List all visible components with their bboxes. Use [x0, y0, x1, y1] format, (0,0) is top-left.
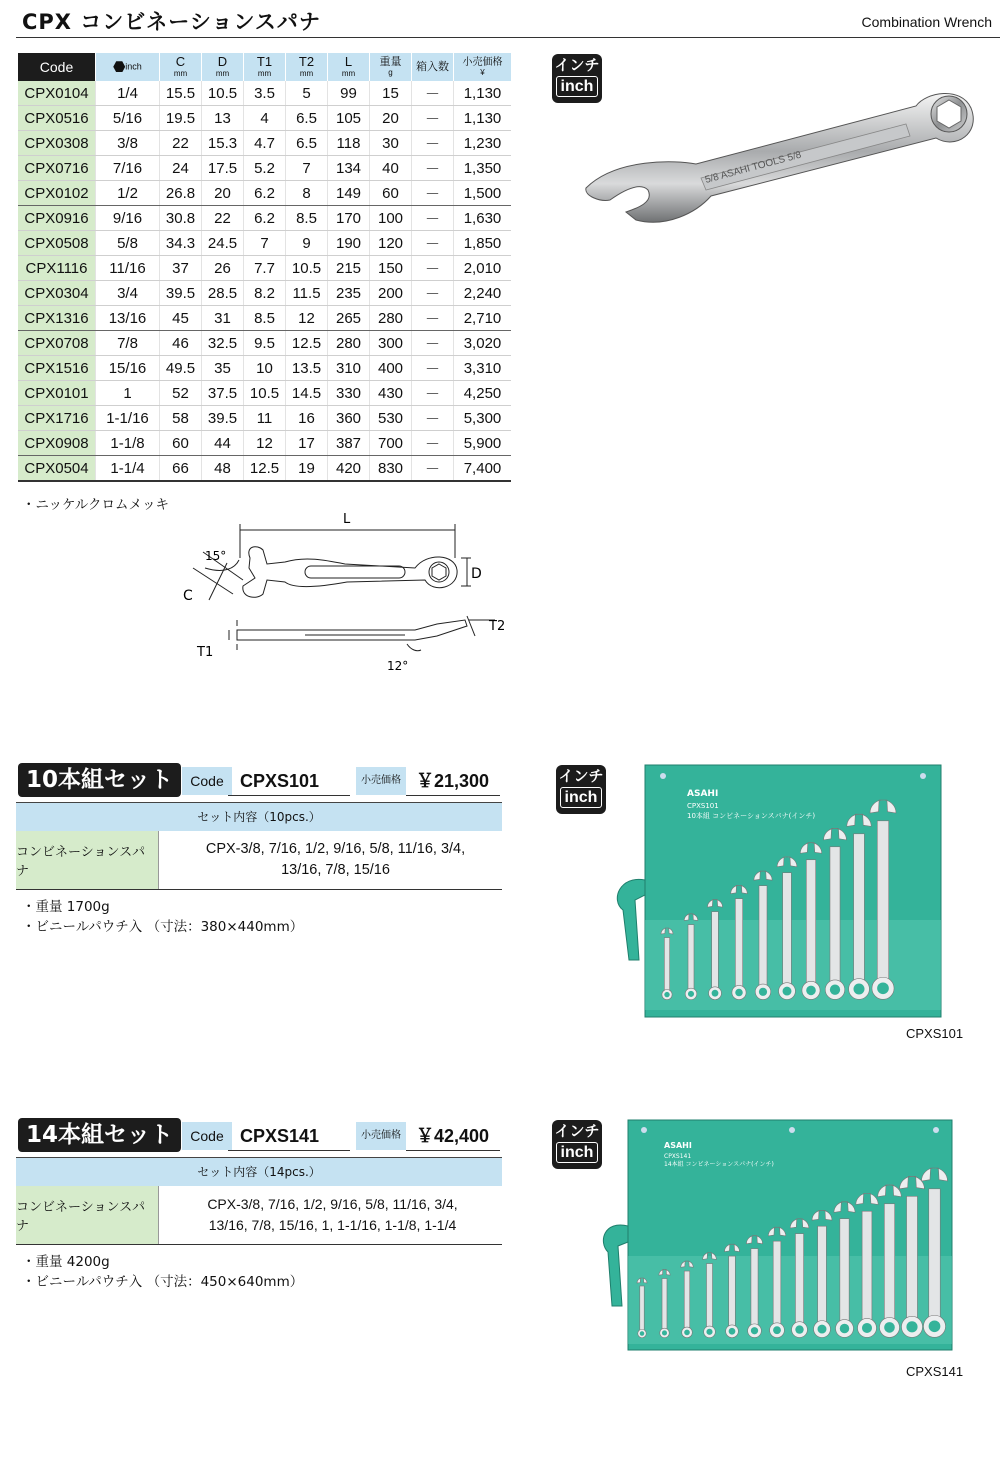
set10-items: CPX-3/8, 7/16, 1/2, 9/16, 5/8, 11/16, 3/4, 13/16, 7/8, 15/16 [205, 841, 466, 878]
table-cell: 2,710 [454, 306, 512, 331]
table-cell: 8.5 [244, 306, 286, 331]
table-cell: 1,130 [454, 81, 512, 106]
table-row [18, 356, 511, 381]
table-cell-code: CPX1716 [18, 406, 96, 431]
set10-weight: ・重量 1700g [22, 899, 110, 915]
set14-contents [16, 1157, 502, 1245]
table-row [18, 381, 511, 406]
table-cell: 280 [370, 306, 412, 331]
table-cell: 15.3 [202, 131, 244, 156]
table-cell: 11 [244, 406, 286, 431]
spec-table [18, 53, 511, 482]
table-cell: 6.2 [244, 181, 286, 206]
table-cell: 100 [370, 206, 412, 231]
table-cell: － [412, 281, 454, 306]
table-cell: 39.5 [202, 406, 244, 431]
table-cell: 15.5 [160, 81, 202, 106]
table-cell: 28.5 [202, 281, 244, 306]
table-cell: 22 [202, 206, 244, 231]
table-cell: 12.5 [286, 331, 328, 356]
inch-badge-set10: インチ inch [556, 765, 606, 814]
table-cell-code: CPX1516 [18, 356, 96, 381]
col-box-qty: 箱入数 [412, 53, 454, 81]
col-d: D mm [202, 53, 244, 81]
table-cell: 9/16 [96, 206, 160, 231]
set14-pouch-code: CPXS141 [664, 1153, 692, 1160]
set14-price: ￥42,400 [406, 1122, 500, 1151]
table-cell: 134 [328, 156, 370, 181]
table-cell: 34.3 [160, 231, 202, 256]
table-cell-code: CPX0716 [18, 156, 96, 181]
table-cell: 44 [202, 431, 244, 456]
table-cell: 12.5 [244, 456, 286, 482]
table-cell: 46 [160, 331, 202, 356]
table-cell: － [412, 406, 454, 431]
table-row [18, 456, 511, 482]
set14-pouch: ・ビニールパウチ入 （寸法：450×640mm） [22, 1274, 304, 1290]
set10-pouch-code: CPXS101 [687, 802, 719, 810]
table-cell: 9 [286, 231, 328, 256]
table-row [18, 331, 511, 356]
table-row [18, 231, 511, 256]
table-cell: － [412, 306, 454, 331]
table-row [18, 306, 511, 331]
dim-l-label: L [343, 512, 351, 527]
table-cell: 4.7 [244, 131, 286, 156]
table-cell: 1-1/16 [96, 406, 160, 431]
table-cell: － [412, 156, 454, 181]
table-cell: 11/16 [96, 256, 160, 281]
table-cell: 7 [286, 156, 328, 181]
table-cell: 32.5 [202, 331, 244, 356]
table-cell: 280 [328, 331, 370, 356]
table-cell: 14.5 [286, 381, 328, 406]
table-cell-code: CPX0504 [18, 456, 96, 482]
table-cell: 1/2 [96, 181, 160, 206]
table-cell: 48 [202, 456, 244, 482]
table-cell-code: CPX0708 [18, 331, 96, 356]
col-price: 小売価格 ¥ [454, 53, 512, 81]
table-cell: 1,630 [454, 206, 512, 231]
table-row [18, 156, 511, 181]
table-cell-code: CPX0908 [18, 431, 96, 456]
header-divider [16, 37, 1000, 38]
set10-pouch-brand: ASAHI [687, 789, 719, 799]
table-cell: 12 [244, 431, 286, 456]
wrench-engraving: 5/8 ASAHI TOOLS 5/8 [703, 149, 803, 186]
inch-badge: インチ inch [552, 54, 602, 103]
dim-c-label: C [183, 588, 193, 604]
table-cell: 10 [244, 356, 286, 381]
table-cell: 8.2 [244, 281, 286, 306]
set10-photo [605, 760, 945, 1022]
table-cell: 12 [286, 306, 328, 331]
set14-notes [22, 1252, 303, 1292]
page-title: CPX コンビネーションスパナ [22, 10, 321, 34]
set10-pouch-desc: 10本組 コンビネーションスパナ(インチ) [687, 812, 816, 820]
set14-pouch-brand: ASAHI [664, 1141, 692, 1150]
table-cell: 17 [286, 431, 328, 456]
set10-contents-row [16, 831, 502, 890]
set10-code: CPXS101 [228, 767, 350, 796]
table-cell: 150 [370, 256, 412, 281]
table-cell: 6.2 [244, 206, 286, 231]
table-cell: 19.5 [160, 106, 202, 131]
dimension-diagram [175, 508, 515, 678]
table-cell: 58 [160, 406, 202, 431]
table-cell: 31 [202, 306, 244, 331]
dim-angle-offset-label: 12° [387, 659, 409, 673]
table-cell: 10.5 [286, 256, 328, 281]
table-cell: 1-1/8 [96, 431, 160, 456]
table-cell: 3/4 [96, 281, 160, 306]
table-cell: 26.8 [160, 181, 202, 206]
table-cell: 37.5 [202, 381, 244, 406]
set14-weight: ・重量 4200g [22, 1254, 110, 1270]
table-cell: 105 [328, 106, 370, 131]
table-cell: 5/16 [96, 106, 160, 131]
table-cell: 330 [328, 381, 370, 406]
table-cell: 26 [202, 256, 244, 281]
set10-item-label: コンビネーションスパナ [16, 831, 159, 889]
table-cell: 7/8 [96, 331, 160, 356]
table-cell: 66 [160, 456, 202, 482]
table-cell-code: CPX1116 [18, 256, 96, 281]
set10-pouch: ・ビニールパウチ入 （寸法：380×440mm） [22, 919, 304, 935]
table-row [18, 431, 511, 456]
table-cell: 39.5 [160, 281, 202, 306]
set10-notes [22, 897, 303, 937]
table-cell: 190 [328, 231, 370, 256]
table-cell: 387 [328, 431, 370, 456]
table-cell: 20 [202, 181, 244, 206]
table-cell: 15 [370, 81, 412, 106]
set14-caption: CPXS141 [906, 1364, 964, 1379]
set14-pouch-desc: 14本組 コンビネーションスパナ(インチ) [664, 1161, 774, 1168]
table-cell: 215 [328, 256, 370, 281]
table-cell: 5/8 [96, 231, 160, 256]
col-weight: 重量 g [370, 53, 412, 81]
set14-photo [596, 1116, 956, 1356]
page-subtitle-en: Combination Wrench [861, 14, 992, 30]
table-cell: 400 [370, 356, 412, 381]
table-cell: 149 [328, 181, 370, 206]
table-cell: 30.8 [160, 206, 202, 231]
table-cell: － [412, 81, 454, 106]
set14-code-label: Code [182, 1122, 232, 1150]
table-cell: － [412, 331, 454, 356]
table-cell: 60 [370, 181, 412, 206]
table-cell: 3,020 [454, 331, 512, 356]
table-row [18, 281, 511, 306]
table-cell: 530 [370, 406, 412, 431]
set10-caption: CPXS101 [906, 1026, 964, 1041]
table-cell: 13.5 [286, 356, 328, 381]
table-cell: － [412, 231, 454, 256]
table-cell: 7,400 [454, 456, 512, 482]
table-cell: 15/16 [96, 356, 160, 381]
hex-nut-icon [113, 61, 125, 72]
table-cell: 2,010 [454, 256, 512, 281]
set14-item-label: コンビネーションスパナ [16, 1186, 159, 1244]
table-cell: 7.7 [244, 256, 286, 281]
table-cell: 1,350 [454, 156, 512, 181]
table-cell: 99 [328, 81, 370, 106]
table-cell: 360 [328, 406, 370, 431]
table-cell: － [412, 131, 454, 156]
table-cell: 24.5 [202, 231, 244, 256]
table-cell: － [412, 356, 454, 381]
table-cell: 4 [244, 106, 286, 131]
inch-badge-set14: インチ inch [552, 1120, 602, 1169]
table-cell: 7 [244, 231, 286, 256]
table-cell-code: CPX0101 [18, 381, 96, 406]
set10-code-label: Code [182, 767, 232, 795]
set10-contents [16, 802, 502, 890]
table-cell: 5,300 [454, 406, 512, 431]
table-cell: 2,240 [454, 281, 512, 306]
table-cell: 49.5 [160, 356, 202, 381]
spec-table-header [18, 53, 511, 81]
table-cell: 20 [370, 106, 412, 131]
table-cell: 420 [328, 456, 370, 482]
table-row [18, 81, 511, 106]
set10-contents-header: セット内容（10pcs.） [16, 802, 502, 831]
table-cell: 8.5 [286, 206, 328, 231]
table-row [18, 181, 511, 206]
table-cell-code: CPX0304 [18, 281, 96, 306]
table-cell: 235 [328, 281, 370, 306]
set14-contents-header: セット内容（14pcs.） [16, 1157, 502, 1186]
table-cell: 52 [160, 381, 202, 406]
dim-t2-label: T2 [489, 619, 506, 634]
table-cell: 120 [370, 231, 412, 256]
col-c: C mm [160, 53, 202, 81]
table-cell: 830 [370, 456, 412, 482]
table-cell: 4,250 [454, 381, 512, 406]
set14-contents-row [16, 1186, 502, 1245]
set10-price-label: 小売価格 [356, 767, 406, 795]
table-cell: 1,130 [454, 106, 512, 131]
table-cell: 30 [370, 131, 412, 156]
table-cell: 1-1/4 [96, 456, 160, 482]
table-cell: 1,500 [454, 181, 512, 206]
spec-table-body [18, 81, 511, 481]
table-cell: － [412, 381, 454, 406]
table-cell: 5.2 [244, 156, 286, 181]
table-cell: 170 [328, 206, 370, 231]
set14-title: 14本組セット [18, 1118, 181, 1152]
table-cell: 6.5 [286, 106, 328, 131]
table-cell: 265 [328, 306, 370, 331]
col-code: Code [18, 53, 96, 81]
table-cell: － [412, 206, 454, 231]
set14-price-label: 小売価格 [356, 1122, 406, 1150]
set14-items: CPX-3/8, 7/16, 1/2, 9/16, 5/8, 11/16, 3/4, 13/16, 7/8, 15/16, 1, 1-1/16, 1-1/8, 1-1/4 [207, 1196, 458, 1233]
table-cell: 10.5 [202, 81, 244, 106]
table-cell: 37 [160, 256, 202, 281]
wrench-photo [566, 78, 986, 238]
dim-d-label: D [471, 566, 482, 582]
table-cell-code: CPX0508 [18, 231, 96, 256]
table-cell: 35 [202, 356, 244, 381]
table-cell: 200 [370, 281, 412, 306]
table-cell: 9.5 [244, 331, 286, 356]
table-cell: 300 [370, 331, 412, 356]
table-cell: － [412, 106, 454, 131]
table-cell-code: CPX0308 [18, 131, 96, 156]
table-cell: － [412, 456, 454, 482]
table-row [18, 106, 511, 131]
col-t1: T1 mm [244, 53, 286, 81]
table-cell: 17.5 [202, 156, 244, 181]
set14-code: CPXS141 [228, 1122, 350, 1151]
col-l: L mm [328, 53, 370, 81]
table-row [18, 256, 511, 281]
table-cell: 22 [160, 131, 202, 156]
table-cell: 13 [202, 106, 244, 131]
table-cell: 11.5 [286, 281, 328, 306]
table-cell-code: CPX0516 [18, 106, 96, 131]
table-cell: 3,310 [454, 356, 512, 381]
col-size: inch [96, 53, 160, 81]
dim-t1-label: T1 [197, 645, 214, 660]
table-cell: 430 [370, 381, 412, 406]
table-cell: 40 [370, 156, 412, 181]
set10-title: 10本組セット [18, 763, 181, 797]
table-cell: 3/8 [96, 131, 160, 156]
table-cell: － [412, 256, 454, 281]
table-cell: 700 [370, 431, 412, 456]
finish-note: ・ニッケルクロムメッキ [22, 497, 170, 513]
table-cell-code: CPX0916 [18, 206, 96, 231]
table-cell: 60 [160, 431, 202, 456]
table-cell: 1/4 [96, 81, 160, 106]
table-cell: 118 [328, 131, 370, 156]
table-cell: － [412, 431, 454, 456]
table-cell: 16 [286, 406, 328, 431]
table-row [18, 131, 511, 156]
table-cell: 1,230 [454, 131, 512, 156]
table-cell-code: CPX0104 [18, 81, 96, 106]
col-t2: T2 mm [286, 53, 328, 81]
table-cell: 45 [160, 306, 202, 331]
table-cell: － [412, 181, 454, 206]
table-cell: 5 [286, 81, 328, 106]
table-cell: 3.5 [244, 81, 286, 106]
table-cell: 13/16 [96, 306, 160, 331]
table-cell: 5,900 [454, 431, 512, 456]
table-row [18, 206, 511, 231]
dim-angle-head-label: 15° [205, 549, 227, 563]
table-cell-code: CPX0102 [18, 181, 96, 206]
table-cell: 19 [286, 456, 328, 482]
table-cell-code: CPX1316 [18, 306, 96, 331]
table-cell: 310 [328, 356, 370, 381]
table-cell: 7/16 [96, 156, 160, 181]
set10-price: ￥21,300 [406, 767, 500, 796]
table-cell: 10.5 [244, 381, 286, 406]
table-cell: 1,850 [454, 231, 512, 256]
table-row [18, 406, 511, 431]
table-cell: 8 [286, 181, 328, 206]
table-cell: 6.5 [286, 131, 328, 156]
table-cell: 24 [160, 156, 202, 181]
table-cell: 1 [96, 381, 160, 406]
